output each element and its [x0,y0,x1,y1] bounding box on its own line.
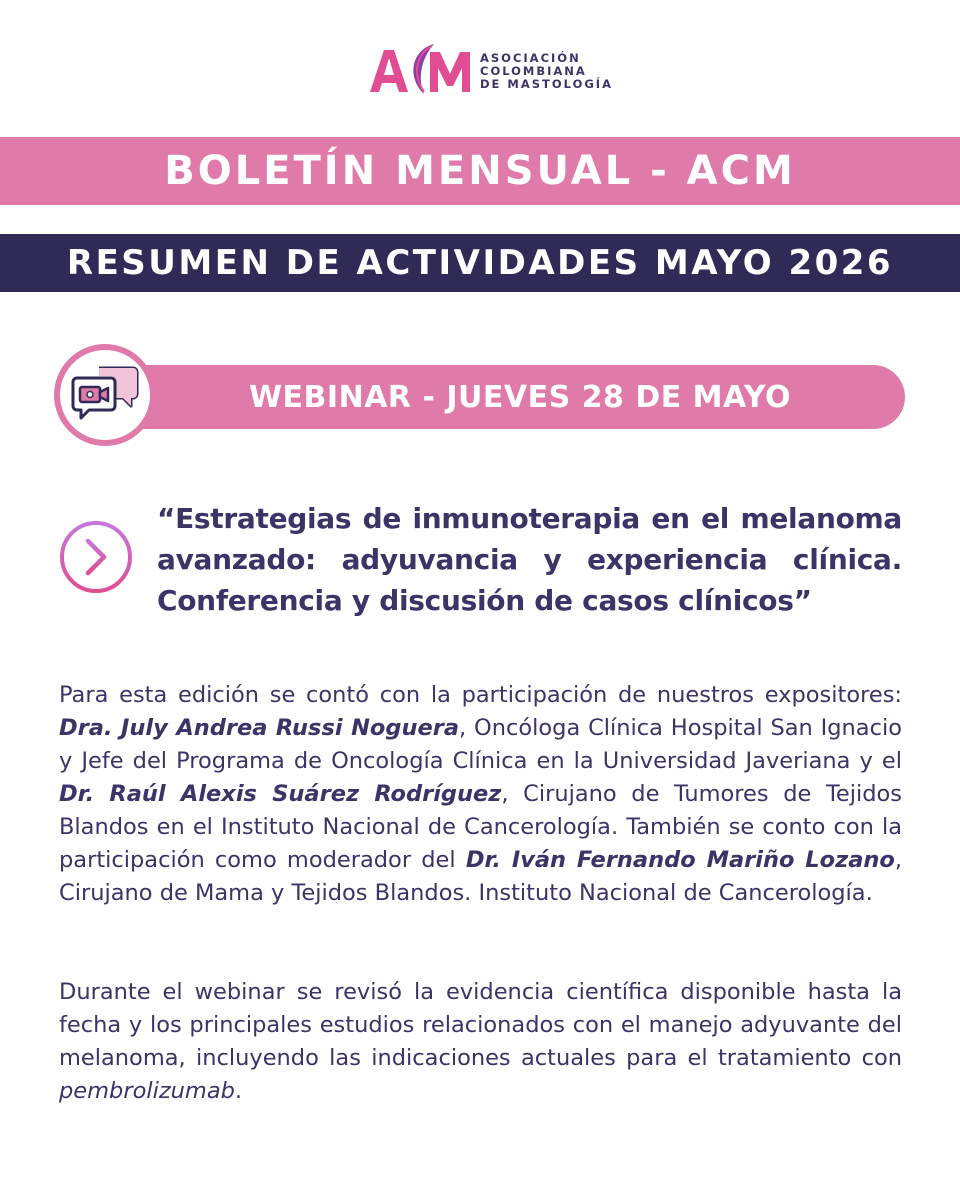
logo-line-3: DE MASTOLOGÍA [480,77,613,91]
moderator-name: Dr. Iván Fernando Mariño Lozano [465,847,895,873]
speaker-name-2: Dr. Raúl Alexis Suárez Rodríguez [59,781,502,807]
paragraph1-text-4: , Cirujano de Mama y Tejidos Blandos. Instituto Nacional de Cancerología. [59,847,903,906]
video-chat-icon [69,364,141,426]
speakers-paragraph [59,679,902,910]
acm-logo-mark [368,40,472,98]
drug-name: pembrolizumab [59,1078,235,1104]
acm-logo [368,40,613,98]
paragraph1-text-1: Para esta edición se contó con la participación de nuestros expositores: [59,682,902,708]
summary-paragraph [59,976,902,1108]
speaker-name-1: Dra. July Andrea Russi Noguera [59,715,460,741]
paragraph1-text-2: , Oncóloga Clínica Hospital San Ignacio y Jefe del Programa de Oncología Clínica en la Universidad Javeriana y el [59,715,902,774]
logo-line-2: COLOMBIANA [480,64,587,78]
event-title: WEBINAR - JUEVES 28 DE MAYO [248,379,792,415]
paragraph2-text-2: . [234,1078,243,1104]
event-icon-badge-inner [60,350,150,440]
summary-title: RESUMEN DE ACTIVIDADES MAYO 2026 [66,243,894,283]
paragraph2-text-1: Durante el webinar se revisó la evidencia científica disponible hasta la fecha y los principales estudios relacionados con el manejo adyuvante del melanoma, incluyendo las indicaciones actuales para el tratamiento con [59,979,902,1071]
logo-line-1: ASOCIACIÓN [480,51,581,65]
chevron-right-icon [58,519,134,595]
paragraph1-text-3: , Cirujano de Tumores de Tejidos Blandos en el Instituto Nacional de Cancerología. También se conto con la participación como moderador del [59,781,902,873]
summary-title-band [0,234,960,292]
event-icon-badge [54,344,156,446]
bulletin-title-band [0,137,960,205]
logo-text [480,52,613,91]
bulletin-title: BOLETÍN MENSUAL - ACM [164,148,796,194]
talk-title: “Estrategias de inmunoterapia en el melanoma avanzado: adyuvancia y experiencia clínica. Conferencia y discusión de casos clínicos” [157,502,902,617]
